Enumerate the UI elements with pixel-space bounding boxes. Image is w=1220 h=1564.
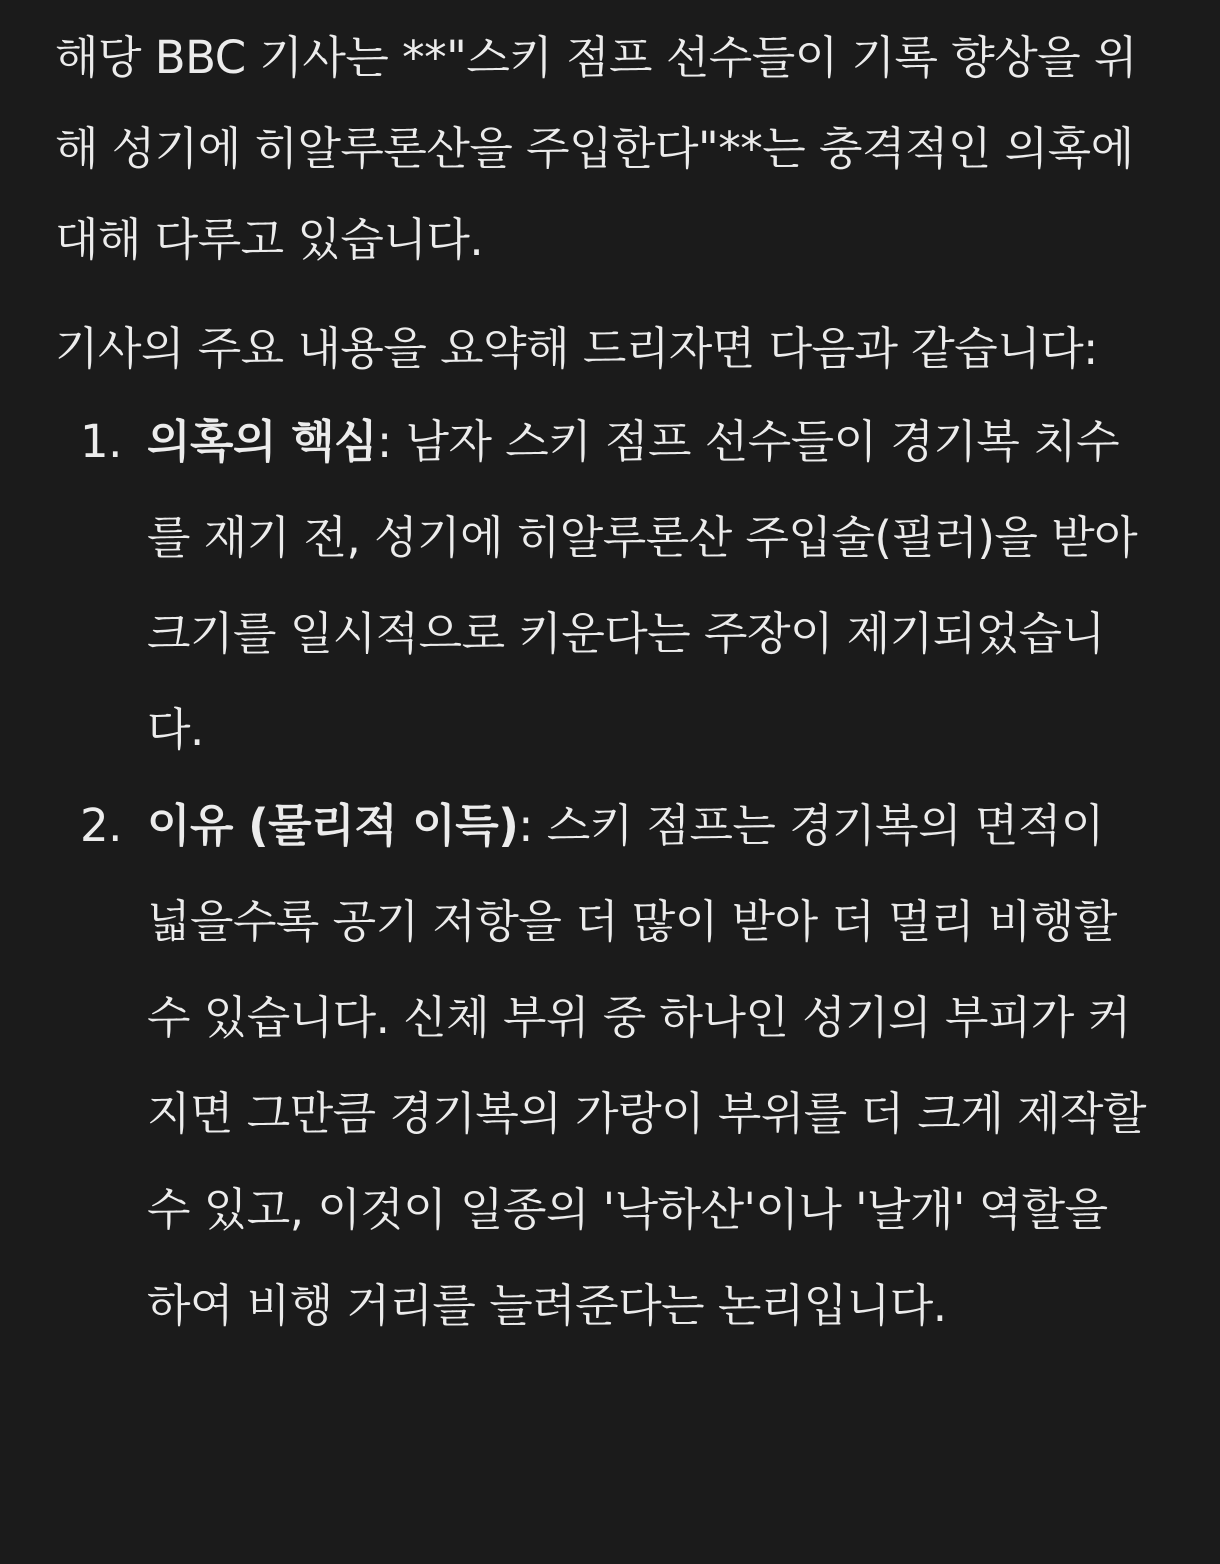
list-item-number: 2. [80, 799, 122, 852]
list-item-title: 의혹의 핵심 [147, 415, 378, 468]
summary-list [55, 394, 1160, 1354]
list-item-number: 1. [80, 415, 122, 468]
list-item-title: 이유 (물리적 이득) [147, 799, 519, 852]
list-item-text: : 스키 점프는 경기복의 면적이 넓을수록 공기 저항을 더 많이 받아 더 멀리 비행할 수 있습니다. 신체 부위 중 하나인 성기의 부피가 커지면 그만큼 경기복의 가랑이 부위를 더 크게 제작할 수 있고, 이것이 일종의 '낙하산'이나 '날개' 역할을 하여 비행 거리를 늘려준다는 논리입니다. [147, 799, 1147, 1332]
list-item-text: : 남자 스키 점프 선수들이 경기복 치수를 재기 전, 성기에 히알루론산 주입술(필러)을 받아 크기를 일시적으로 키운다는 주장이 제기되었습니다. [147, 415, 1138, 756]
intro-paragraph: 해당 BBC 기사는 **"스키 점프 선수들이 기록 향상을 위해 성기에 히알루론산을 주입한다"**는 충격적인 의혹에 대해 다루고 있습니다. [55, 31, 1137, 266]
list-item [55, 778, 1160, 1354]
list-item [55, 394, 1160, 778]
summary-lead-paragraph: 기사의 주요 내용을 요약해 드리자면 다음과 같습니다: [55, 322, 1098, 375]
